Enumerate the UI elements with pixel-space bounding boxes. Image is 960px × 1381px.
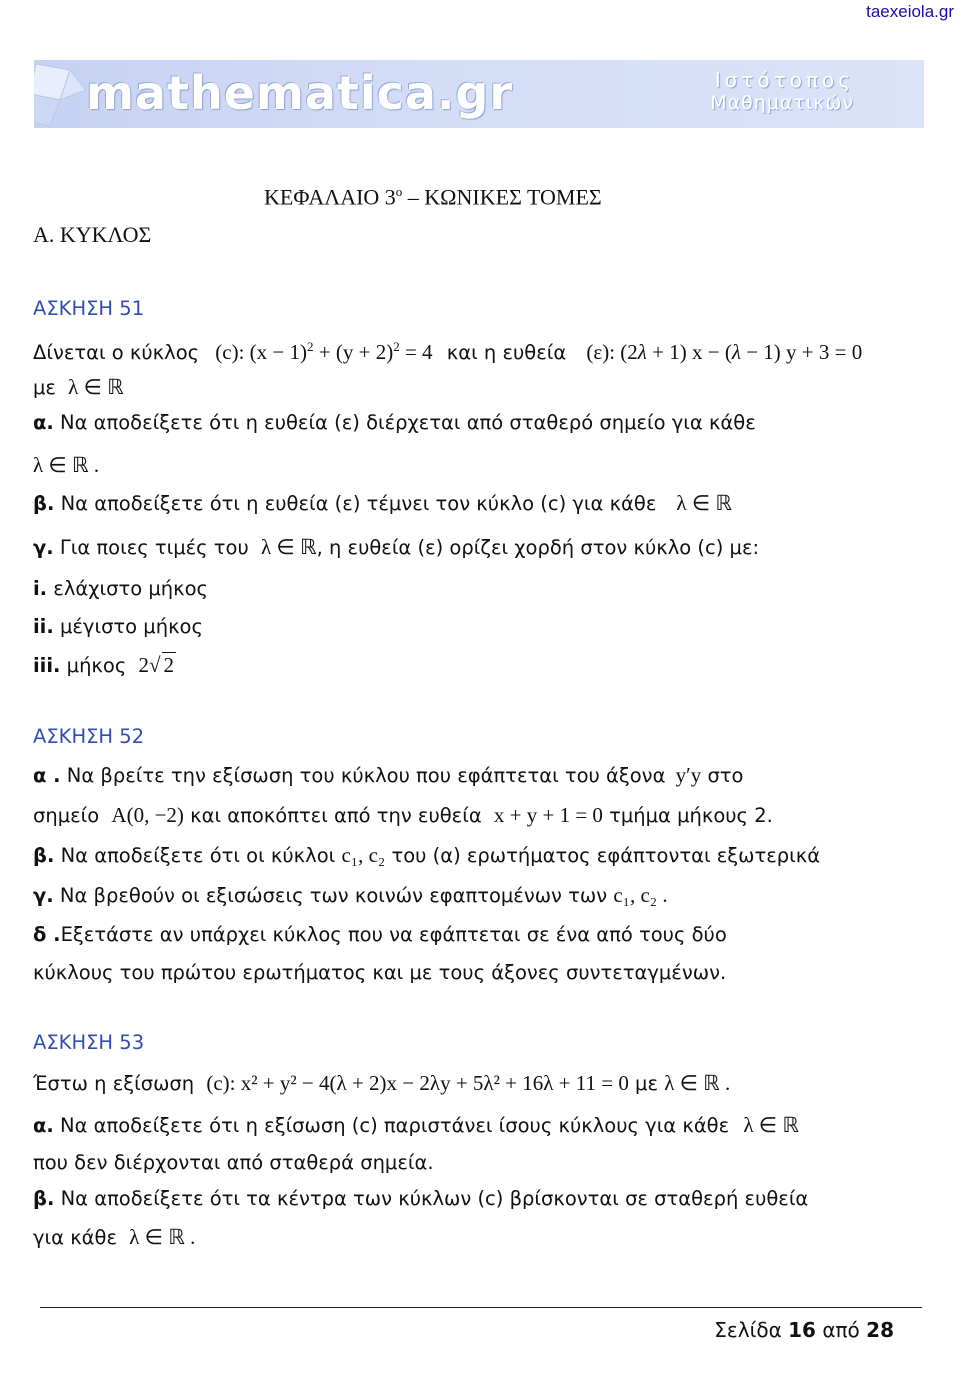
exercise-52-part-d-cont: κύκλους του πρώτου ερωτήματος και με τους άξονες συντεταγμένων.: [33, 961, 727, 984]
exercise-53-part-b-cont: για κάθε λ ∈ ℝ .: [33, 1225, 196, 1249]
exercise-51-part-b: β. Να αποδείξετε ότι η ευθεία (ε) τέμνει τον κύκλο (c) για κάθε λ ∈ ℝ: [33, 491, 732, 515]
banner-logo: mathematica.gr: [86, 66, 514, 120]
family-equation: (c): x² + y² − 4(λ + 2)x − 2λy + 5λ² + 16λ + 11 = 0: [206, 1071, 629, 1095]
exercise-51-part-a: α. Να αποδείξετε ότι η ευθεία (ε) διέρχεται από σταθερό σημείο για κάθε: [33, 411, 756, 434]
exercise-52-part-b: β. Να αποδείξετε ότι οι κύκλοι c₁, c₂ του (α) ερωτήματος εφάπτονται εξωτερικά: [33, 843, 821, 867]
chapter-title: ΚΕΦΑΛΑΙΟ $3^o$ – ΚΩΝΙΚΕΣ ΤΟΜΕΣ: [264, 184, 602, 210]
exercise-53-part-a-cont: που δεν διέρχονται από σταθερά σημεία.: [33, 1151, 434, 1174]
line-equation: (ε): (2λ + 1) x − (λ − 1) y + 3 = 0: [586, 340, 863, 364]
exercise-53-part-a: α. Να αποδείξετε ότι η εξίσωση (c) παριστάνει ίσους κύκλους για κάθε λ ∈ ℝ: [33, 1113, 799, 1137]
site-link[interactable]: taexeiola.gr: [866, 2, 954, 21]
exercise-52-part-d: δ .Εξετάστε αν υπάρχει κύκλος που να εφάπτεται σε ένα από τους δύο: [33, 923, 727, 946]
header-banner: [34, 60, 924, 128]
exercise-51-domain: με λ ∈ ℝ: [33, 375, 124, 399]
banner-tagline-line2: Μαθηματικών: [710, 92, 854, 114]
exercise-51-part-c-i: i. ελάχιστο μήκος: [33, 577, 208, 600]
exercise-51-heading: ΑΣΚΗΣΗ 51: [33, 297, 145, 320]
footer-divider: [40, 1307, 922, 1308]
polyhedron-logo-icon: [34, 60, 90, 128]
exercise-51-part-c: γ. Για ποιες τιμές του λ ∈ ℝ, η ευθεία (ε) ορίζει χορδή στον κύκλο (c) με:: [33, 535, 760, 559]
section-title: Α. ΚΥΚΛΟΣ: [33, 222, 152, 247]
exercise-51-part-c-iii: iii. μήκος 2√ 2: [33, 653, 175, 677]
circle-equation: (c): $(x - 1)^2 + (y + 2)^2 = 4$: [215, 339, 433, 364]
banner-tagline: [710, 68, 854, 114]
exercise-52-part-a: α . Να βρείτε την εξίσωση του κύκλου που εφάπτεται του άξονα y′y στο: [33, 763, 744, 787]
exercise-51-intro: Δίνεται ο κύκλος (c): $(x - 1)^2 + (y + 2)^2 = 4$ και η ευθεία (ε): (2λ + 1) x − (λ − 1) y + 3 = 0: [33, 339, 863, 364]
exercise-52-part-a-cont: σημείο A(0, −2) και αποκόπτει από την ευθεία x + y + 1 = 0 τμήμα μήκους 2.: [33, 803, 773, 827]
exercise-53-heading: ΑΣΚΗΣΗ 53: [33, 1031, 145, 1054]
exercise-53-intro: Έστω η εξίσωση (c): x² + y² − 4(λ + 2)x − 2λy + 5λ² + 16λ + 11 = 0 με λ ∈ ℝ .: [33, 1071, 731, 1095]
banner-tagline-line1: Ιστότοπος: [714, 68, 854, 92]
exercise-52-heading: ΑΣΚΗΣΗ 52: [33, 725, 145, 748]
exercise-52-part-c: γ. Να βρεθούν οι εξισώσεις των κοινών εφαπτομένων των c₁, c₂ .: [33, 883, 668, 907]
page-number: Σελίδα 16 από 28: [714, 1318, 894, 1342]
exercise-53-part-b: β. Να αποδείξετε ότι τα κέντρα των κύκλων (c) βρίσκονται σε σταθερή ευθεία: [33, 1187, 809, 1210]
exercise-51-part-c-ii: ii. μέγιστο μήκος: [33, 615, 203, 638]
exercise-51-part-a-cont: λ ∈ ℝ .: [33, 453, 100, 477]
